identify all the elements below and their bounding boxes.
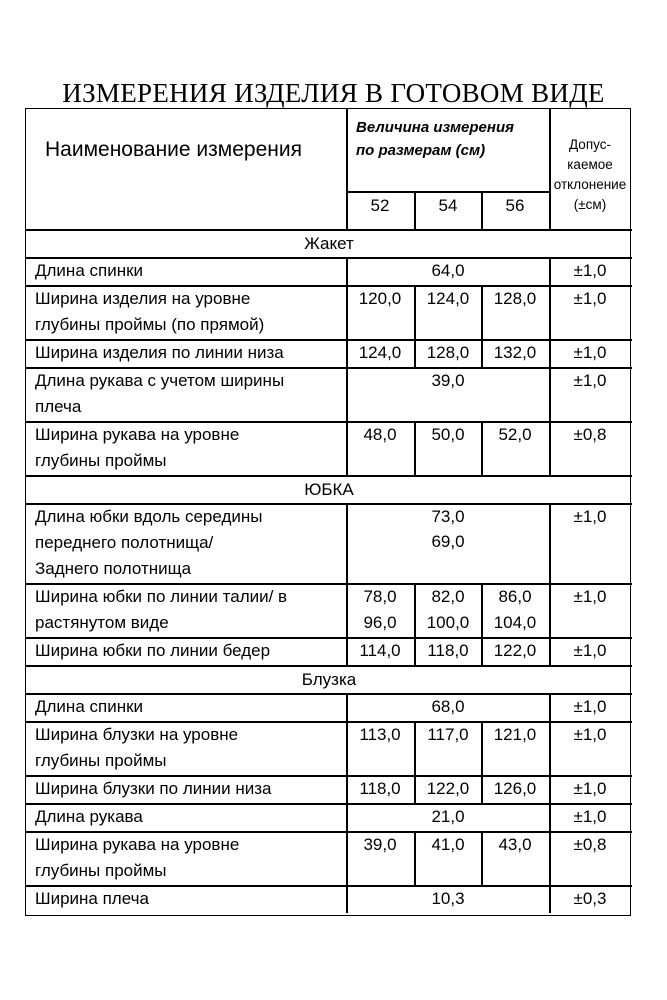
row-label: Ширина изделия по линии низа [35, 343, 284, 362]
table-rule [346, 257, 348, 285]
table-rule [549, 775, 551, 803]
row-value: 104,0 [493, 613, 537, 632]
row-value: 69,0 [431, 532, 465, 551]
row-value: 73,0 [431, 507, 465, 526]
section-rule [26, 229, 632, 231]
row-value: 39,0 [363, 835, 397, 854]
header-rule [346, 191, 549, 193]
row-value: 122,0 [426, 779, 470, 798]
row-value: 21,0 [431, 807, 465, 826]
section-title: ЮБКА [304, 480, 354, 499]
row-value: 118,0 [427, 641, 469, 660]
row-tolerance: ±1,0 [573, 641, 607, 660]
row-tolerance: ±1,0 [573, 807, 607, 826]
row-label: Ширина плеча [35, 889, 149, 908]
row-value: 43,0 [498, 835, 532, 854]
row-rule [26, 583, 632, 585]
row-label: плеча [35, 397, 82, 416]
row-label: глубины проймы [35, 751, 167, 770]
table-rule [549, 803, 551, 831]
table-rule [346, 721, 348, 775]
row-value: 121,0 [493, 725, 537, 744]
row-value: 122,0 [493, 641, 537, 660]
row-rule [26, 637, 632, 639]
table-rule [549, 583, 551, 637]
row-label: глубины проймы [35, 451, 167, 470]
table-rule [549, 637, 551, 665]
row-value: 120,0 [358, 289, 402, 308]
row-tolerance: ±0,8 [573, 425, 607, 444]
header-size-52: 52 [370, 196, 390, 215]
row-tolerance: ±1,0 [573, 697, 607, 716]
table-rule [346, 503, 348, 583]
header-tolerance-label: (±см) [573, 197, 607, 212]
row-value: 64,0 [431, 261, 465, 280]
row-value: 128,0 [493, 289, 537, 308]
row-rule [26, 693, 632, 695]
header-measurement-name: Наименование измерения [45, 138, 302, 161]
row-tolerance: ±1,0 [573, 779, 607, 798]
table-rule [346, 109, 348, 229]
row-tolerance: ±1,0 [573, 725, 607, 744]
header-size-56: 56 [505, 196, 525, 215]
section-rule [26, 475, 632, 477]
table-rule [346, 339, 348, 367]
row-rule [26, 367, 632, 369]
table-rule [346, 285, 348, 339]
table-rule [481, 191, 483, 229]
row-value: 78,0 [363, 587, 397, 606]
row-value: 10,3 [431, 889, 465, 908]
table-rule [346, 693, 348, 721]
row-rule [26, 339, 632, 341]
row-label: Длина спинки [35, 261, 144, 280]
row-label: Ширина рукава на уровне [35, 835, 240, 854]
table-rule [346, 803, 348, 831]
row-value: 41,0 [431, 835, 465, 854]
table-rule [549, 339, 551, 367]
row-tolerance: ±1,0 [573, 261, 607, 280]
section-title: Жакет [304, 234, 354, 253]
measurements-table [25, 108, 631, 916]
row-label: растянутом виде [35, 613, 169, 632]
row-rule [26, 803, 632, 805]
row-label: Длина спинки [35, 697, 144, 716]
table-rule [346, 367, 348, 421]
header-size-label: Величина измерения [356, 119, 514, 136]
page-title: ИЗМЕРЕНИЯ ИЗДЕЛИЯ В ГОТОВОМ ВИДЕ [62, 78, 605, 108]
table-rule [549, 109, 551, 229]
header-tolerance-label: отклонение [553, 177, 627, 192]
row-rule [26, 831, 632, 833]
table-rule [549, 257, 551, 285]
row-value: 68,0 [431, 697, 465, 716]
row-value: 124,0 [358, 343, 402, 362]
table-rule [414, 191, 416, 229]
row-label: Ширина рукава на уровне [35, 425, 240, 444]
row-value: 117,0 [427, 725, 469, 744]
header-size-label: по размерам (см) [356, 142, 486, 159]
section-rule [26, 665, 632, 667]
table-rule [549, 721, 551, 775]
row-rule [26, 721, 632, 723]
row-label: переднего полотнища/ [35, 533, 214, 552]
row-value: 86,0 [498, 587, 532, 606]
table-rule [346, 885, 348, 913]
row-rule [26, 885, 632, 887]
table-rule [346, 637, 348, 665]
row-label: Ширина блузки на уровне [35, 725, 239, 744]
row-value: 82,0 [431, 587, 465, 606]
header-size-54: 54 [438, 196, 458, 215]
row-tolerance: ±1,0 [573, 507, 607, 526]
row-value: 132,0 [493, 343, 537, 362]
row-value: 114,0 [359, 641, 401, 660]
row-tolerance: ±1,0 [573, 587, 607, 606]
table-rule [549, 503, 551, 583]
row-tolerance: ±0,3 [573, 889, 607, 908]
row-tolerance: ±1,0 [573, 371, 607, 390]
row-label: Длина рукава с учетом ширины [35, 371, 285, 390]
table-rule [346, 831, 348, 885]
row-value: 39,0 [431, 371, 465, 390]
row-tolerance: ±1,0 [573, 343, 607, 362]
row-tolerance: ±0,8 [573, 835, 607, 854]
row-rule [26, 257, 632, 259]
row-value: 50,0 [431, 425, 465, 444]
row-rule [26, 775, 632, 777]
row-value: 52,0 [498, 425, 532, 444]
section-title: Блузка [301, 670, 357, 689]
header-tolerance-label: Допус- [569, 137, 611, 152]
row-value: 128,0 [426, 343, 470, 362]
row-label: Ширина блузки по линии низа [35, 779, 272, 798]
row-value: 118,0 [359, 779, 401, 798]
row-rule [26, 285, 632, 287]
table-rule [346, 775, 348, 803]
table-rule [549, 285, 551, 339]
table-rule [346, 421, 348, 475]
row-value: 124,0 [426, 289, 470, 308]
table-rule [549, 421, 551, 475]
header-tolerance-label: каемое [567, 157, 613, 172]
row-rule [26, 421, 632, 423]
row-label: Длина юбки вдоль середины [35, 507, 263, 526]
row-value: 48,0 [363, 425, 397, 444]
table-rule [549, 367, 551, 421]
table-rule [549, 885, 551, 913]
table-rule [346, 583, 348, 637]
row-value: 96,0 [363, 613, 397, 632]
row-rule [26, 503, 632, 505]
row-value: 126,0 [493, 779, 537, 798]
row-value: 100,0 [426, 613, 470, 632]
row-label: глубины проймы [35, 861, 167, 880]
row-label: глубины проймы (по прямой) [35, 315, 265, 334]
row-label: Ширина юбки по линии бедер [35, 641, 271, 660]
row-label: Заднего полотнища [35, 559, 192, 578]
row-label: Ширина изделия на уровне [35, 289, 251, 308]
row-value: 113,0 [359, 725, 401, 744]
row-tolerance: ±1,0 [573, 289, 607, 308]
table-rule [549, 831, 551, 885]
row-label: Длина рукава [35, 807, 143, 826]
table-rule [549, 693, 551, 721]
row-label: Ширина юбки по линии талии/ в [35, 587, 288, 606]
